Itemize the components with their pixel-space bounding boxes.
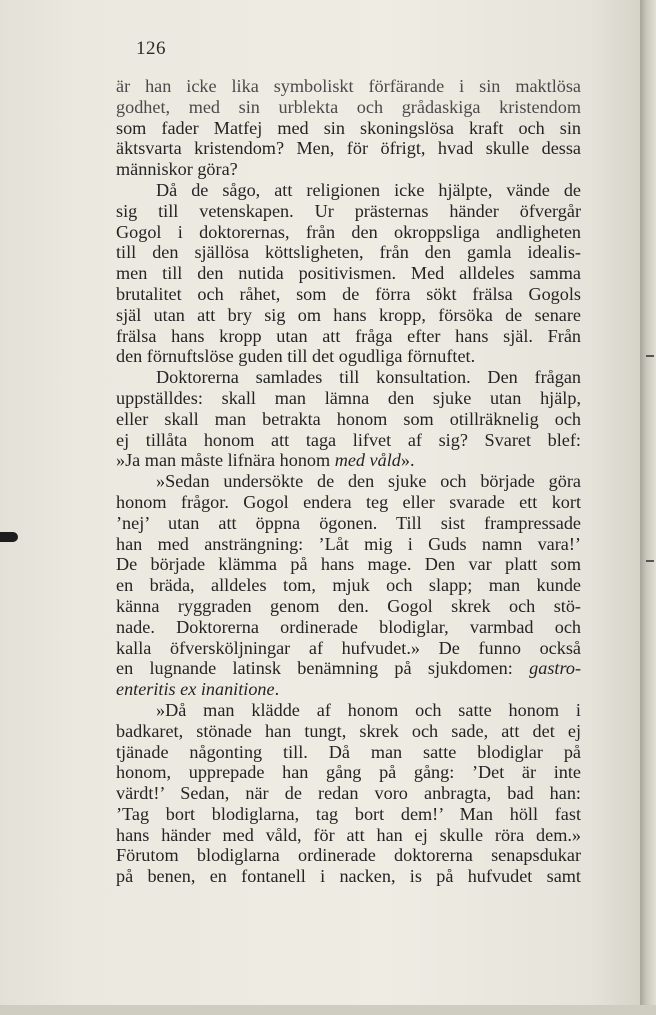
text-line: brutalitet och råhet, som de förra sökt frälsa Gogols [116, 283, 581, 304]
text-line: den förnuftslöse guden till det ogudliga förnuftet. [116, 346, 476, 367]
text-line: De började klämma på hans mage. Den var platt som [116, 554, 581, 575]
text-line: uppställdes: skall man lämna den sjuke utan hjälp, [116, 387, 581, 408]
page-edge [640, 0, 656, 1015]
text-line: han med ansträngning: ’Låt mig i Guds namn vara!’ [116, 533, 581, 554]
text-line: ’nej’ utan att öppna ögonen. Till sist frampressade [116, 512, 581, 533]
text-line: till den själlösa köttsligheten, från den gamla idealis- [116, 242, 581, 263]
text-line: på benen, en fontanell i nacken, is på hufvudet samt [116, 866, 581, 887]
text-line: Doktorerna samlades till konsultation. Den frågan [156, 367, 581, 388]
text-line: godhet, med sin urblekta och grådaskiga kristendom [116, 96, 581, 117]
text-line: badkaret, stönade han tungt, skrek och sade, att det ej [116, 720, 581, 741]
text-line: tjänade någonting till. Då man satte blodiglar på [116, 741, 581, 762]
spine-shadow-mark [0, 532, 18, 542]
text-line: Förutom blodiglarna ordinerade doktorerna senapsdukar [116, 845, 581, 866]
italic-phrase: gastro- [529, 658, 581, 679]
text-line: kalla öfversköljningar af hufvudet.» De funno också [116, 637, 581, 658]
text-line: en bräda, alldeles tom, mjuk och slapp; man kunde [116, 575, 581, 596]
text-line: hans händer med våld, för att han ej skulle röra dem.» [116, 824, 581, 845]
text-line: Då de sågo, att religionen icke hjälpte, vände de [156, 179, 581, 200]
text-line: som fader Matfej med sin skoningslösa kraft och sin [116, 117, 581, 138]
text-line: sig till vetenskapen. Ur prästernas händer öfvergår [116, 200, 581, 221]
text-line: enteritis ex inanitione. [116, 679, 280, 700]
text-line: »Ja man måste lifnära honom med våld». [116, 450, 415, 471]
text-line: eller skall man betrakta honom som otillräknelig och [116, 408, 581, 429]
text-line: Gogol i doktorernas, från den okroppsliga andligheten [116, 221, 581, 242]
text-line: är han icke lika symboliskt förfärande i sin maktlösa [116, 76, 581, 96]
text-line: ej tillåta honom att taga lifvet af sig? Svaret blef: [116, 429, 581, 450]
text-line: nade. Doktorerna ordinerade blodiglar, varmbad och [116, 616, 581, 637]
text-line: honom frågor. Gogol endera teg eller svarade ett kort [116, 491, 581, 512]
edge-tick [646, 560, 654, 562]
italic-phrase: med våld [334, 450, 401, 471]
text-line: känna ryggraden genom den. Gogol skrek och stö- [116, 595, 581, 616]
text-line: »Sedan undersökte de den sjuke och började göra [156, 471, 581, 492]
italic-phrase: enteritis ex inanitione [116, 679, 275, 700]
text-line: själ utan att bry sig om hans kropp, försöka de senare [116, 304, 581, 325]
text-line: värdt!’ Sedan, när de redan voro anbragta, bad han: [116, 783, 581, 804]
body-text [116, 76, 581, 887]
edge-tick [646, 355, 654, 357]
text-line: människor göra? [116, 159, 238, 180]
text-line: ’Tag bort blodiglarna, tag bort dem!’ Man höll fast [116, 803, 581, 824]
text-line: äktsvarta kristendom? Men, för öfrigt, hvad skulle dessa [116, 138, 581, 159]
page-bottom-edge [0, 1005, 656, 1015]
text-line: »Då man klädde af honom och satte honom i [156, 699, 581, 720]
text-line: frälsa hans kropp utan att fråga efter hans själ. Från [116, 325, 581, 346]
text-line: men till den nutida positivismen. Med alldeles samma [116, 263, 581, 284]
page-number: 126 [136, 38, 166, 59]
text-line: en lugnande latinsk benämning på sjukdomen: gastro- [116, 658, 581, 679]
text-line: honom, upprepade han gång på gång: ’Det är inte [116, 762, 581, 783]
